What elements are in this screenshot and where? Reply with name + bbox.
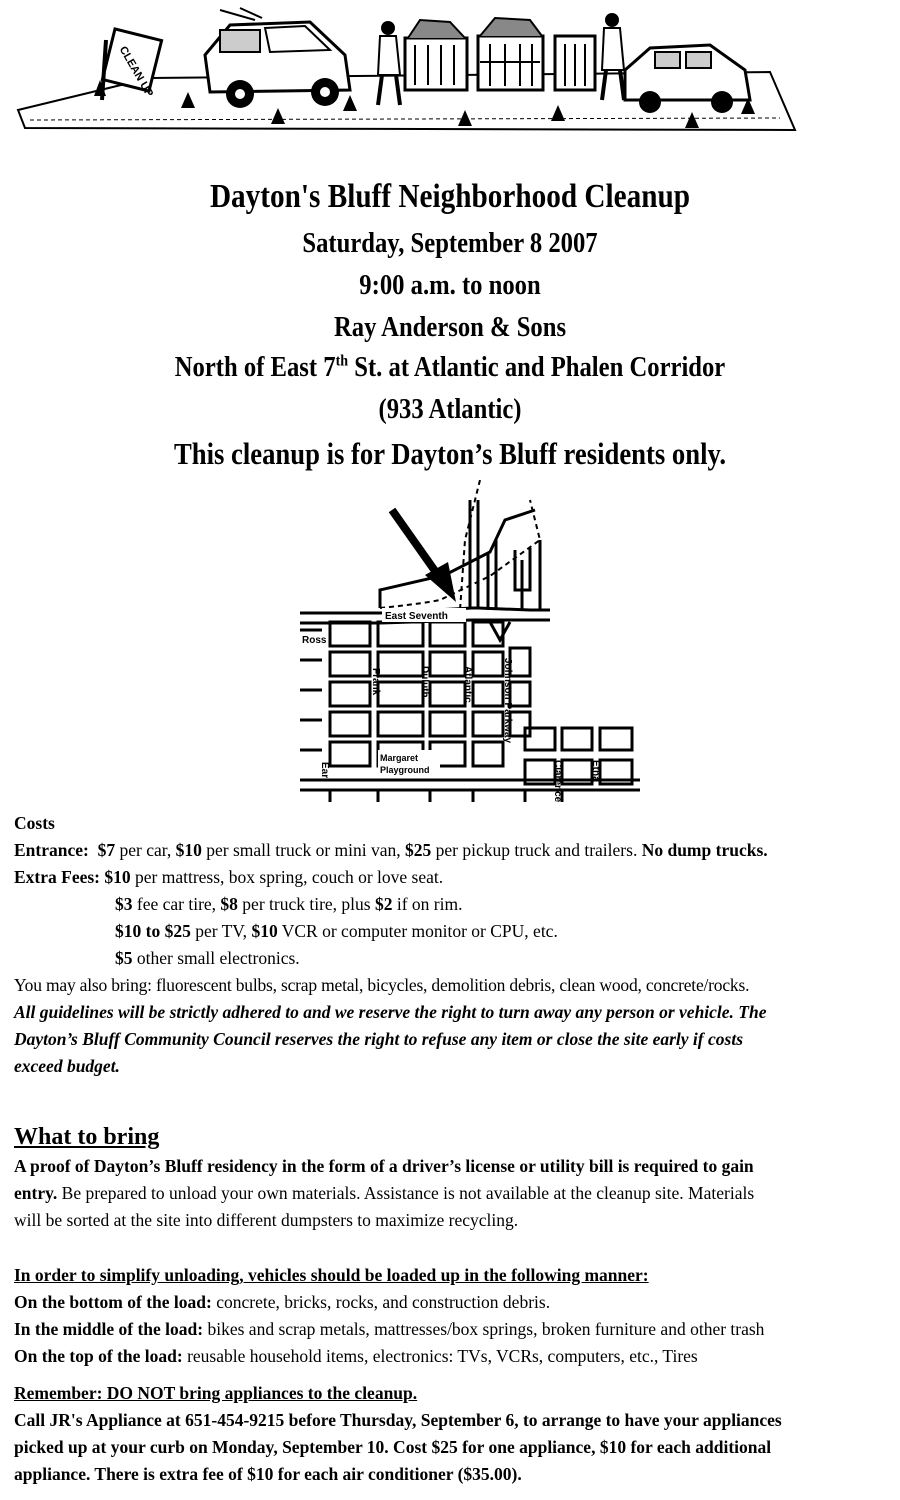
map-label-ross: Ross bbox=[302, 635, 327, 646]
proof-rest: Be prepared to unload your own materials. Assistance is not available at the cleanup site. Materials bbox=[57, 1183, 755, 1203]
price: $10 bbox=[175, 840, 202, 860]
person-icon bbox=[378, 21, 400, 105]
tv-fees bbox=[14, 918, 894, 945]
appliances-section bbox=[14, 1380, 894, 1488]
fee-text: per small truck or mini van, bbox=[201, 840, 406, 860]
proof-line-2 bbox=[14, 1180, 894, 1207]
map-label-frank: Frank bbox=[370, 668, 381, 696]
proof-line-3: will be sorted at the site into different dumpsters to maximize recycling. bbox=[14, 1210, 519, 1230]
map-label-margaret: Margaret bbox=[380, 753, 419, 763]
proof-line-1: A proof of Dayton’s Bluff residency in the form of a driver’s license or utility bill is required to gain bbox=[14, 1156, 754, 1176]
price: $2 bbox=[374, 894, 393, 914]
also-bring: You may also bring: fluorescent bulbs, scrap metal, bicycles, demolition debris, clean wood, concrete/rocks. bbox=[14, 975, 750, 995]
page-title: Dayton's Bluff Neighborhood Cleanup bbox=[209, 178, 691, 215]
event-host: Ray Anderson & Sons bbox=[333, 312, 567, 343]
price: $10 bbox=[251, 921, 278, 941]
appliances-line-3: appliance. There is extra fee of $10 for each air conditioner ($35.00). bbox=[14, 1464, 522, 1484]
load-middle-text: bikes and scrap metals, mattresses/box springs, broken furniture and other trash bbox=[203, 1319, 765, 1339]
price: $10 bbox=[104, 867, 131, 887]
fee-text: fee car tire, bbox=[132, 894, 221, 914]
map-label-playground: Playground bbox=[380, 765, 430, 775]
location-post: St. at Atlantic and Phalen Corridor bbox=[348, 352, 726, 383]
location-sup: th bbox=[335, 352, 349, 370]
cleanup-banner-illustration bbox=[10, 0, 800, 140]
fee-text: per car, bbox=[115, 840, 176, 860]
dumpster-icon bbox=[478, 18, 543, 90]
fee-text: per pickup truck and trailers. bbox=[431, 840, 642, 860]
dumpster-icon bbox=[555, 36, 595, 90]
load-middle-label: In the middle of the load: bbox=[14, 1319, 204, 1339]
load-middle bbox=[14, 1316, 894, 1343]
event-date: Saturday, September 8 2007 bbox=[302, 228, 598, 259]
no-dump-trucks: No dump trucks. bbox=[641, 840, 768, 860]
proof-entry: entry. bbox=[14, 1183, 58, 1203]
price: $7 bbox=[97, 840, 116, 860]
entrance-label: Entrance: bbox=[14, 840, 89, 860]
map-label-earl: Earl bbox=[319, 762, 330, 781]
appliances-heading: Remember: DO NOT bring appliances to the cleanup. bbox=[14, 1383, 418, 1403]
guidelines-line-1: All guidelines will be strictly adhered to and we reserve the right to turn away any person or vehicle. The bbox=[14, 1002, 767, 1022]
map-label-johnson-parkway: Johnson Parkway bbox=[502, 658, 513, 744]
map-label-etna: Etna bbox=[590, 760, 601, 782]
tire-fees bbox=[14, 891, 894, 918]
price: $25 bbox=[405, 840, 432, 860]
load-top-label: On the top of the load: bbox=[14, 1346, 183, 1366]
event-location bbox=[54, 352, 846, 384]
fee-text: other small electronics. bbox=[132, 948, 300, 968]
fee-text: per mattress, box spring, couch or love seat. bbox=[130, 867, 444, 887]
clean-up-sign bbox=[102, 29, 162, 100]
map-label-clarence: Clarence bbox=[552, 760, 563, 802]
costs-heading: Costs bbox=[14, 813, 55, 833]
appliances-line-1: Call JR's Appliance at 651-454-9215 before Thursday, September 6, to arrange to have your appliances bbox=[14, 1410, 782, 1430]
map-label-east-seventh: East Seventh bbox=[385, 611, 448, 622]
loading-heading: In order to simplify unloading, vehicles should be loaded up in the following manner: bbox=[14, 1265, 649, 1285]
load-top bbox=[14, 1343, 894, 1370]
event-time: 9:00 a.m. to noon bbox=[359, 270, 541, 301]
what-to-bring-section bbox=[14, 1124, 894, 1234]
what-to-bring-title: What to bring bbox=[14, 1124, 160, 1150]
guidelines-line-3: exceed budget. bbox=[14, 1056, 120, 1076]
location-map bbox=[300, 480, 640, 802]
event-address: (933 Atlantic) bbox=[378, 394, 522, 425]
costs-section bbox=[14, 810, 894, 1080]
fee-text: VCR or computer monitor or CPU, etc. bbox=[277, 921, 558, 941]
price: $10 to $25 bbox=[115, 921, 191, 941]
dumpster-icon bbox=[405, 20, 467, 90]
load-bottom-text: concrete, bricks, rocks, and construction debris. bbox=[211, 1292, 551, 1312]
fee-text: per TV, bbox=[190, 921, 252, 941]
price: $5 bbox=[115, 948, 133, 968]
entrance-fees bbox=[14, 837, 894, 864]
map-label-duluth: Duluth bbox=[419, 666, 430, 698]
price: $8 bbox=[220, 894, 238, 914]
extra-fees-label: Extra Fees: bbox=[14, 867, 101, 887]
price: $3 bbox=[115, 894, 133, 914]
location-arrow-icon bbox=[392, 510, 456, 602]
pickup-truck-icon bbox=[205, 8, 350, 108]
appliances-line-2: picked up at your curb on Monday, September 10. Cost $25 for one appliance, $10 for each additional bbox=[14, 1437, 772, 1457]
location-pre: North of East 7 bbox=[174, 352, 336, 383]
loading-section bbox=[14, 1262, 894, 1370]
load-bottom-label: On the bottom of the load: bbox=[14, 1292, 212, 1312]
car-icon bbox=[625, 45, 750, 113]
fee-text: per truck tire, plus bbox=[237, 894, 375, 914]
clean-up-sign-text: CLEAN UP bbox=[116, 44, 156, 100]
extra-fees bbox=[14, 864, 894, 891]
load-bottom bbox=[14, 1289, 894, 1316]
guidelines-line-2: Dayton’s Bluff Community Council reserves the right to refuse any item or close the site early if costs bbox=[14, 1029, 744, 1049]
residents-only-notice: This cleanup is for Dayton’s Bluff residents only. bbox=[173, 436, 727, 471]
person-icon bbox=[602, 13, 624, 100]
load-top-text: reusable household items, electronics: TVs, VCRs, computers, etc., Tires bbox=[182, 1346, 698, 1366]
electronics-fees bbox=[14, 945, 894, 972]
fee-text: if on rim. bbox=[392, 894, 463, 914]
map-label-atlantic: Atlantic bbox=[462, 666, 473, 703]
